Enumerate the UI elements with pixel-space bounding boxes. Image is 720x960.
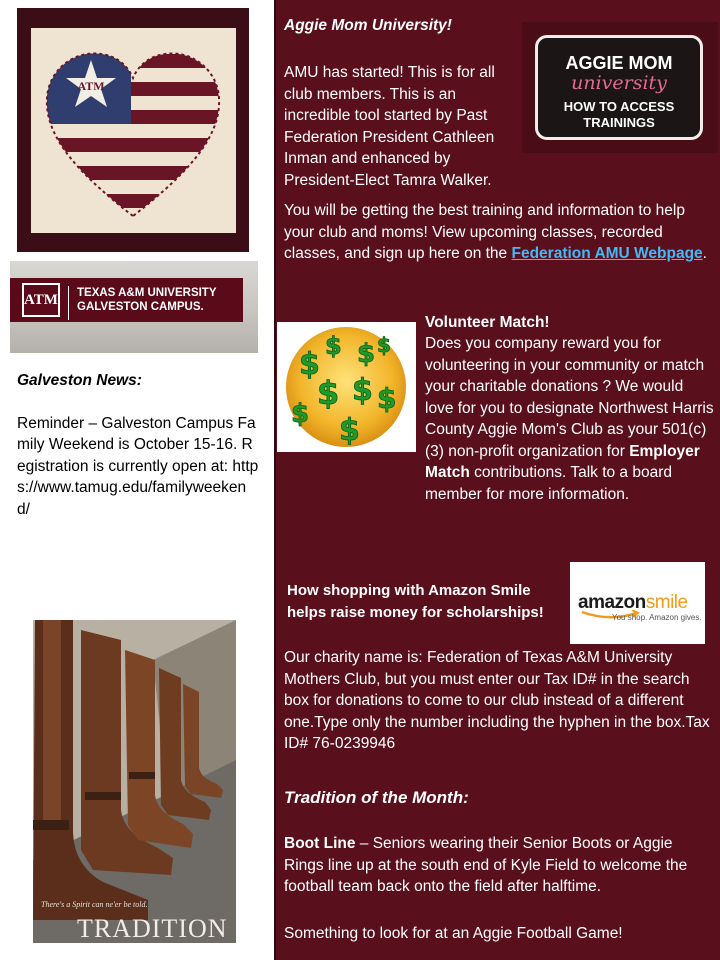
badge-line-2: university xyxy=(571,72,667,94)
svg-text:$: $ xyxy=(325,332,342,360)
svg-text:$: $ xyxy=(317,374,340,412)
tradition-body xyxy=(284,833,714,898)
photo-caption-tradition: TRADITION xyxy=(77,914,228,943)
tamu-logo: ATM xyxy=(22,283,60,317)
galveston-news-body: Reminder – Galveston Campus Family Weekend is October 15-16. Registration is currently open at: https://www.tamug.edu/familyweekend/ xyxy=(17,414,259,518)
heart-flag-icon xyxy=(31,28,236,233)
galveston-news-title: Galveston News: xyxy=(17,372,142,389)
heart-logo-text: ATM xyxy=(77,79,105,93)
boot-line-bold: Boot Line xyxy=(284,835,356,852)
amu-details-before: You will be getting the best training and information to help your club and moms! View upcoming classes, recorded classes, and sign up here on the xyxy=(284,202,685,262)
amu-intro-text: AMU has started! This is for all club members. This is an incredible tool started by Past Federation President Cathleen Inman and enhanced by President-Elect Tamra Walker. xyxy=(284,64,495,189)
svg-text:$: $ xyxy=(357,339,376,369)
svg-text:$: $ xyxy=(352,373,373,408)
badge-line-3: HOW TO ACCESS TRAININGS xyxy=(563,99,675,130)
volunteer-body-after: contributions. Talk to a board member for more information. xyxy=(425,464,672,503)
amu-details-text xyxy=(284,200,712,265)
sign-line-1: TEXAS A&M UNIVERSITY xyxy=(77,287,217,299)
galveston-sign-text xyxy=(68,286,257,320)
boots-illustration xyxy=(33,620,236,943)
tradition-description: – Seniors wearing their Senior Boots or Aggie Rings line up at the south end of Kyle Field to welcome the football team back onto the field after halftime. xyxy=(284,835,688,895)
volunteer-match-body xyxy=(425,333,715,505)
federation-amu-webpage-link[interactable]: Federation AMU Webpage xyxy=(511,245,703,262)
employer-match-bold: Employer Match xyxy=(425,442,700,481)
amu-details-after: . xyxy=(702,245,707,262)
svg-text:$: $ xyxy=(377,382,397,415)
amu-title: Aggie Mom University! xyxy=(284,17,452,34)
amazon-smile-body: Our charity name is: Federation of Texas A&M University Mothers Club, but you must enter our Tax ID# in the search box for donations to come to our club instead of a different one.Type only the number including the hyphen in the box.Tax ID# 76-0239946 xyxy=(284,649,710,752)
svg-text:$: $ xyxy=(291,399,310,429)
sign-line-2: GALVESTON CAMPUS. xyxy=(77,301,204,313)
amazon-word: amazon xyxy=(578,592,646,613)
svg-text:$: $ xyxy=(339,413,360,448)
dollar-sign-icon xyxy=(277,322,416,452)
smile-word: smile xyxy=(645,592,688,613)
badge-line-1: AGGIE MOM xyxy=(565,53,673,73)
boot-line-photo xyxy=(33,620,236,943)
galveston-news-section xyxy=(17,370,259,520)
svg-text:$: $ xyxy=(377,333,391,357)
amazon-smile-tagline: You shop. Amazon gives. xyxy=(612,613,702,622)
dollar-signs-image xyxy=(277,322,416,452)
volunteer-body-before: Does you company reward you for volunteering in your community or match your charitable donations ? We would love for you to designate Northwest Harris County Aggie Mom's Club as your 501(c)(3) non-profit organization for xyxy=(425,335,714,460)
tradition-title: Tradition of the Month: xyxy=(284,788,469,807)
volunteer-match-title: Volunteer Match! xyxy=(425,314,550,331)
amazon-smile-title: How shopping with Amazon Smile helps raise money for scholarships! xyxy=(287,582,544,621)
photo-caption-small: There's a Spirit can ne'er be told. xyxy=(41,900,148,909)
tradition-ending: Something to look for at an Aggie Football Game! xyxy=(284,925,623,942)
svg-text:$: $ xyxy=(299,347,320,382)
